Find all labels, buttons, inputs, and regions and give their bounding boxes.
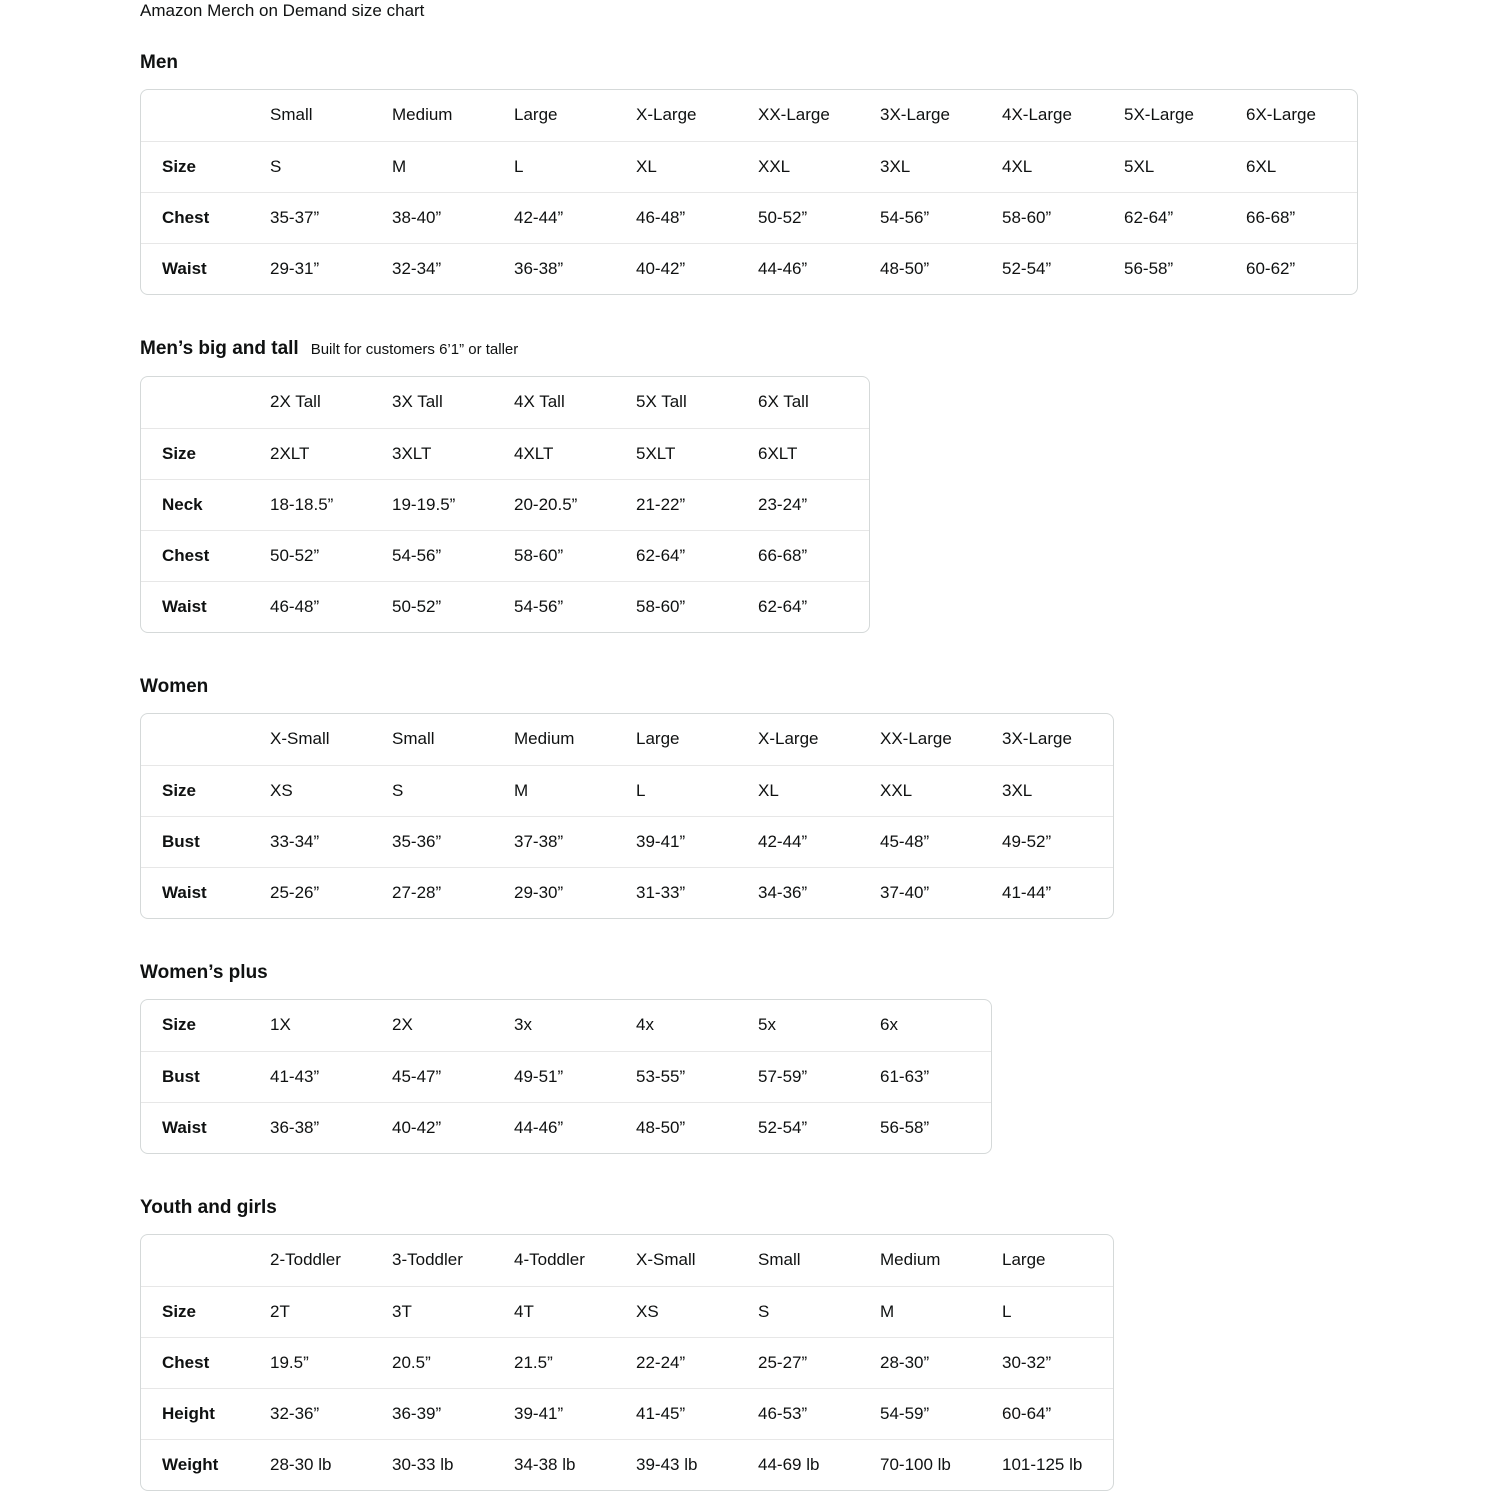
- row-label-cell: Size: [141, 428, 259, 479]
- value-cell: 37-40”: [869, 867, 991, 918]
- value-cell: 3x: [514, 1015, 532, 1035]
- size-table: [141, 714, 1113, 918]
- value-cell: 18-18.5”: [259, 479, 381, 530]
- value-cell: 35-37”: [259, 192, 381, 243]
- page-title: Amazon Merch on Demand size chart: [140, 1, 425, 20]
- value-cell: 5XLT: [625, 428, 747, 479]
- value-cell: 22-24”: [625, 1337, 747, 1388]
- section-heading-women: [140, 676, 1359, 698]
- value-cell: 58-60”: [503, 530, 625, 581]
- value-cell: M: [869, 1286, 991, 1337]
- value-cell: 34-38 lb: [503, 1439, 625, 1490]
- value-cell: 2T: [259, 1286, 381, 1337]
- column-header-cell: 3X Tall: [392, 392, 443, 412]
- value-cell: S: [381, 765, 503, 816]
- value-cell: L: [625, 765, 747, 816]
- value-cell: 49-51”: [503, 1051, 625, 1102]
- table-row-waist: [141, 243, 1357, 294]
- value-cell: S: [259, 141, 381, 192]
- column-header-cell: 4X-Large: [1002, 105, 1072, 125]
- column-header-cell: X-Large: [758, 729, 819, 749]
- value-cell: 36-38”: [259, 1102, 381, 1153]
- table-row-height: [141, 1388, 1113, 1439]
- value-cell: 3XL: [991, 765, 1113, 816]
- column-header-empty-cell: [141, 90, 259, 141]
- table-row-waist: [141, 867, 1113, 918]
- size-table-men: [140, 89, 1358, 295]
- value-cell: XXL: [747, 141, 869, 192]
- value-cell: XS: [259, 765, 381, 816]
- column-header-cell: Small: [392, 729, 435, 749]
- section-heading-text: Youth and girls: [140, 1197, 277, 1218]
- value-cell: L: [991, 1286, 1113, 1337]
- value-cell: 62-64”: [1113, 192, 1235, 243]
- value-cell: 38-40”: [381, 192, 503, 243]
- value-cell: L: [503, 141, 625, 192]
- value-cell: 52-54”: [991, 243, 1113, 294]
- value-cell: XXL: [869, 765, 991, 816]
- value-cell: 4XL: [991, 141, 1113, 192]
- value-cell: 46-48”: [259, 581, 381, 632]
- table-row-waist: [141, 1102, 991, 1153]
- row-label-cell: Bust: [141, 816, 259, 867]
- row-label-cell: Bust: [141, 1051, 259, 1102]
- column-header-cell: Small: [758, 1250, 801, 1270]
- value-cell: 62-64”: [747, 581, 869, 632]
- section-heading-text: Women’s plus: [140, 962, 268, 983]
- value-cell: 66-68”: [1235, 192, 1357, 243]
- table-row-weight: [141, 1439, 1113, 1490]
- column-header-cell: 3X-Large: [880, 105, 950, 125]
- value-cell: 40-42”: [625, 243, 747, 294]
- column-header-row: [141, 714, 1113, 765]
- column-header-cell: 3-Toddler: [392, 1250, 463, 1270]
- column-header-cell: 5X Tall: [636, 392, 687, 412]
- value-cell: 2X: [392, 1015, 413, 1035]
- column-header-cell: 6X-Large: [1246, 105, 1316, 125]
- value-cell: 54-56”: [869, 192, 991, 243]
- value-cell: 44-46”: [503, 1102, 625, 1153]
- value-cell: 56-58”: [1113, 243, 1235, 294]
- value-cell: 30-33 lb: [381, 1439, 503, 1490]
- value-cell: 3XL: [869, 141, 991, 192]
- size-table-womens-plus: [140, 999, 992, 1154]
- value-cell: 57-59”: [747, 1051, 869, 1102]
- value-cell: 29-31”: [259, 243, 381, 294]
- column-header-cell: X-Small: [636, 1250, 696, 1270]
- value-cell: 44-69 lb: [747, 1439, 869, 1490]
- value-cell: 4x: [636, 1015, 654, 1035]
- value-cell: 6XLT: [747, 428, 869, 479]
- value-cell: 5x: [758, 1015, 776, 1035]
- value-cell: 3T: [381, 1286, 503, 1337]
- column-header-row: [141, 1235, 1113, 1286]
- row-label-cell: Size: [141, 765, 259, 816]
- value-cell: 54-59”: [869, 1388, 991, 1439]
- value-cell: 19-19.5”: [381, 479, 503, 530]
- column-header-cell: 4X Tall: [514, 392, 565, 412]
- value-cell: 6x: [880, 1015, 898, 1035]
- row-label-cell: Waist: [141, 243, 259, 294]
- table-row-bust: [141, 1051, 991, 1102]
- column-header-cell: Medium: [392, 105, 453, 125]
- value-cell: 62-64”: [625, 530, 747, 581]
- value-cell: 58-60”: [991, 192, 1113, 243]
- value-cell: 60-62”: [1235, 243, 1357, 294]
- value-cell: 48-50”: [869, 243, 991, 294]
- value-cell: 39-43 lb: [625, 1439, 747, 1490]
- value-cell: 36-38”: [503, 243, 625, 294]
- table-row-size: [141, 1000, 991, 1051]
- section-heading-text: Men’s big and tall: [140, 338, 299, 359]
- column-header-cell: 3X-Large: [1002, 729, 1072, 749]
- row-label-cell: Size: [141, 141, 259, 192]
- size-table: [141, 1235, 1113, 1490]
- column-header-row: [141, 377, 869, 428]
- column-header-cell: Small: [270, 105, 313, 125]
- row-label-cell: Chest: [141, 530, 259, 581]
- column-header-cell: 2X Tall: [270, 392, 321, 412]
- value-cell: 37-38”: [503, 816, 625, 867]
- column-header-cell: 6X Tall: [758, 392, 809, 412]
- value-cell: 39-41”: [625, 816, 747, 867]
- value-cell: 50-52”: [259, 530, 381, 581]
- value-cell: 41-43”: [259, 1051, 381, 1102]
- value-cell: 61-63”: [869, 1051, 991, 1102]
- value-cell: 41-45”: [625, 1388, 747, 1439]
- table-row-neck: [141, 479, 869, 530]
- value-cell: 32-34”: [381, 243, 503, 294]
- value-cell: 53-55”: [625, 1051, 747, 1102]
- value-cell: 56-58”: [869, 1102, 991, 1153]
- table-row-size: [141, 1286, 1113, 1337]
- value-cell: 54-56”: [503, 581, 625, 632]
- value-cell: 23-24”: [747, 479, 869, 530]
- value-cell: 42-44”: [747, 816, 869, 867]
- value-cell: 28-30 lb: [259, 1439, 381, 1490]
- value-cell: 48-50”: [625, 1102, 747, 1153]
- section-heading-womens-plus: [140, 962, 1359, 984]
- row-label-cell: Weight: [141, 1439, 259, 1490]
- value-cell: 49-52”: [991, 816, 1113, 867]
- value-cell: 2XLT: [259, 428, 381, 479]
- value-cell: 46-48”: [625, 192, 747, 243]
- table-row-chest: [141, 530, 869, 581]
- value-cell: XL: [625, 141, 747, 192]
- value-cell: 36-39”: [381, 1388, 503, 1439]
- column-header-cell: 4-Toddler: [514, 1250, 585, 1270]
- value-cell: 27-28”: [381, 867, 503, 918]
- value-cell: 20-20.5”: [503, 479, 625, 530]
- value-cell: 101-125 lb: [991, 1439, 1113, 1490]
- table-row-bust: [141, 816, 1113, 867]
- section-womens-plus: [140, 962, 1359, 1154]
- value-cell: 45-47”: [381, 1051, 503, 1102]
- column-header-cell: XX-Large: [758, 105, 830, 125]
- value-cell: 70-100 lb: [869, 1439, 991, 1490]
- row-label-cell: Chest: [141, 192, 259, 243]
- value-cell: 39-41”: [503, 1388, 625, 1439]
- value-cell: 50-52”: [747, 192, 869, 243]
- value-cell: M: [381, 141, 503, 192]
- value-cell: 35-36”: [381, 816, 503, 867]
- size-chart-sections: [140, 52, 1359, 1491]
- value-cell: 42-44”: [503, 192, 625, 243]
- section-subtitle: Built for customers 6’1” or taller: [310, 341, 519, 358]
- row-label-cell: Waist: [141, 1102, 259, 1153]
- row-label-cell: Waist: [141, 581, 259, 632]
- row-label-cell: Size: [141, 1286, 259, 1337]
- size-table: [141, 1000, 991, 1153]
- column-header-cell: Large: [1002, 1250, 1046, 1270]
- column-header-cell: X-Large: [636, 105, 697, 125]
- column-header-cell: Medium: [514, 729, 575, 749]
- value-cell: 1X: [270, 1015, 291, 1035]
- value-cell: 4T: [503, 1286, 625, 1337]
- value-cell: 33-34”: [259, 816, 381, 867]
- section-mens-big-and-tall: [140, 338, 1359, 633]
- column-header-empty-cell: [141, 1235, 259, 1286]
- value-cell: 41-44”: [991, 867, 1113, 918]
- column-header-cell: Large: [636, 729, 680, 749]
- value-cell: M: [503, 765, 625, 816]
- value-cell: 60-64”: [991, 1388, 1113, 1439]
- value-cell: 52-54”: [747, 1102, 869, 1153]
- row-label-cell: Waist: [141, 867, 259, 918]
- row-label-cell: Chest: [141, 1337, 259, 1388]
- value-cell: 58-60”: [625, 581, 747, 632]
- value-cell: 50-52”: [381, 581, 503, 632]
- table-row-size: [141, 765, 1113, 816]
- section-men: [140, 52, 1359, 295]
- value-cell: 21.5”: [503, 1337, 625, 1388]
- column-header-empty-cell: [141, 377, 259, 428]
- size-table: [141, 377, 869, 632]
- value-cell: 66-68”: [747, 530, 869, 581]
- section-women: [140, 676, 1359, 919]
- column-header-cell: Medium: [880, 1250, 941, 1270]
- section-heading-mens-big-and-tall: [140, 338, 1359, 361]
- section-heading-text: Men: [140, 52, 178, 73]
- value-cell: 34-36”: [747, 867, 869, 918]
- table-row-size: [141, 141, 1357, 192]
- column-header-empty-cell: [141, 714, 259, 765]
- column-header-cell: XX-Large: [880, 729, 952, 749]
- value-cell: 44-46”: [747, 243, 869, 294]
- table-row-chest: [141, 192, 1357, 243]
- table-row-size: [141, 428, 869, 479]
- size-table-youth-and-girls: [140, 1234, 1114, 1491]
- value-cell: 30-32”: [991, 1337, 1113, 1388]
- value-cell: 6XL: [1235, 141, 1357, 192]
- section-heading-youth-and-girls: [140, 1197, 1359, 1219]
- value-cell: XL: [747, 765, 869, 816]
- value-cell: 32-36”: [259, 1388, 381, 1439]
- section-heading-men: [140, 52, 1359, 74]
- value-cell: 45-48”: [869, 816, 991, 867]
- value-cell: 19.5”: [259, 1337, 381, 1388]
- column-header-cell: X-Small: [270, 729, 330, 749]
- size-table-mens-big-and-tall: [140, 376, 870, 633]
- value-cell: 54-56”: [381, 530, 503, 581]
- row-label-cell: Neck: [141, 479, 259, 530]
- value-cell: XS: [625, 1286, 747, 1337]
- row-label-cell: Height: [141, 1388, 259, 1439]
- table-row-waist: [141, 581, 869, 632]
- value-cell: 28-30”: [869, 1337, 991, 1388]
- value-cell: 25-26”: [259, 867, 381, 918]
- value-cell: 5XL: [1113, 141, 1235, 192]
- value-cell: S: [747, 1286, 869, 1337]
- column-header-cell: 5X-Large: [1124, 105, 1194, 125]
- size-table: [141, 90, 1357, 294]
- table-row-chest: [141, 1337, 1113, 1388]
- value-cell: 46-53”: [747, 1388, 869, 1439]
- value-cell: 29-30”: [503, 867, 625, 918]
- value-cell: 21-22”: [625, 479, 747, 530]
- column-header-row: [141, 90, 1357, 141]
- section-heading-text: Women: [140, 676, 209, 697]
- value-cell: 20.5”: [381, 1337, 503, 1388]
- row-label-cell: Size: [162, 1015, 197, 1035]
- column-header-cell: Large: [514, 105, 558, 125]
- column-header-cell: 2-Toddler: [270, 1250, 341, 1270]
- value-cell: 3XLT: [381, 428, 503, 479]
- value-cell: 31-33”: [625, 867, 747, 918]
- size-table-women: [140, 713, 1114, 919]
- value-cell: 4XLT: [503, 428, 625, 479]
- section-youth-and-girls: [140, 1197, 1359, 1491]
- value-cell: 25-27”: [747, 1337, 869, 1388]
- value-cell: 40-42”: [381, 1102, 503, 1153]
